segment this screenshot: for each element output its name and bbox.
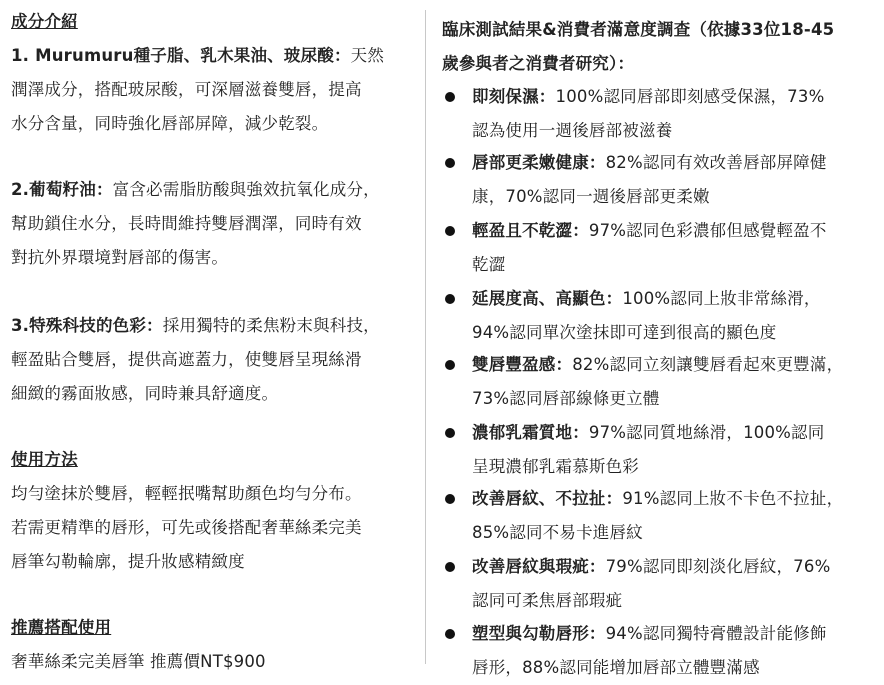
bullet-icon — [445, 294, 455, 304]
result-item-name: 濃郁乳霜質地： — [472, 423, 589, 442]
ingredient-1-name: 1. Murumuru種子脂、乳木果油、玻尿酸： — [11, 46, 351, 65]
result-item-name: 改善唇紋、不拉扯： — [472, 489, 623, 508]
usage-line-1: 均勻塗抹於雙唇，輕輕抿嘴幫助顏色均勻分布。 — [11, 484, 362, 503]
result-item-name: 即刻保濕： — [472, 87, 556, 106]
bullet-icon — [445, 92, 455, 102]
result-item-name: 輕盈且不乾澀： — [472, 221, 589, 240]
ingredient-2-name: 2.葡萄籽油： — [11, 180, 113, 199]
clinical-title-line-2: 歲參與者之消費者研究）： — [442, 54, 635, 73]
result-item-name: 塑型與勾勒唇形： — [472, 624, 606, 643]
ingredient-2-line-3: 對抗外界環境對唇部的傷害。 — [11, 248, 229, 267]
ingredient-3-line-2: 輕盈貼合雙唇，提供高遮蓋力，使雙唇呈現絲滑 — [11, 350, 362, 369]
ingredient-3-line-1: 3.特殊科技的色彩：採用獨特的柔焦粉末與科技， — [11, 316, 380, 335]
ingredients-title: 成分介紹 — [11, 12, 78, 31]
bullet-icon — [445, 158, 455, 168]
result-item-name: 雙唇豐盈感： — [472, 355, 573, 374]
bullet-icon — [445, 360, 455, 370]
bullet-icon — [445, 629, 455, 639]
ingredient-2-line-2: 幫助鎖住水分，長時間維持雙唇潤澤，同時有效 — [11, 214, 362, 233]
clinical-title-line-1: 臨床測試結果&消費者滿意度調查（依據33位18-45 — [442, 20, 835, 39]
usage-title: 使用方法 — [11, 450, 78, 469]
column-divider — [425, 10, 426, 664]
ingredient-3-line-3: 細緻的霧面妝感，同時兼具舒適度。 — [11, 384, 279, 403]
usage-line-3: 唇筆勾勒輪廓，提升妝感精緻度 — [11, 552, 245, 571]
ingredient-2 — [11, 173, 380, 275]
ingredient-1-line-2: 潤澤成分，搭配玻尿酸，可深層滋養雙唇，提高 — [11, 80, 362, 99]
usage-text — [11, 477, 362, 579]
ingredient-1-line-1: 1. Murumuru種子脂、乳木果油、玻尿酸：天然 — [11, 46, 385, 65]
result-item-name: 改善唇紋與瑕疵： — [472, 557, 606, 576]
bullet-icon — [445, 226, 455, 236]
bullet-icon — [445, 494, 455, 504]
recommend-title: 推薦搭配使用 — [11, 618, 112, 637]
ingredient-2-line-1: 2.葡萄籽油：富含必需脂肪酸與強效抗氧化成分， — [11, 180, 380, 199]
ingredient-3-name: 3.特殊科技的色彩： — [11, 316, 163, 335]
result-item-name: 唇部更柔嫩健康： — [472, 153, 606, 172]
result-item-name: 延展度高、高顯色： — [472, 289, 623, 308]
ingredient-1-line-3: 水分含量，同時強化唇部屏障，減少乾裂。 — [11, 114, 329, 133]
recommend-line: 奢華絲柔完美唇筆 推薦價NT$900 — [11, 652, 266, 671]
bullet-icon — [445, 562, 455, 572]
ingredient-3 — [11, 309, 380, 411]
bullet-icon — [445, 428, 455, 438]
clinical-title — [442, 13, 834, 81]
usage-line-2: 若需更精準的唇形，可先或後搭配奢華絲柔完美 — [11, 518, 362, 537]
ingredient-1 — [11, 39, 384, 141]
